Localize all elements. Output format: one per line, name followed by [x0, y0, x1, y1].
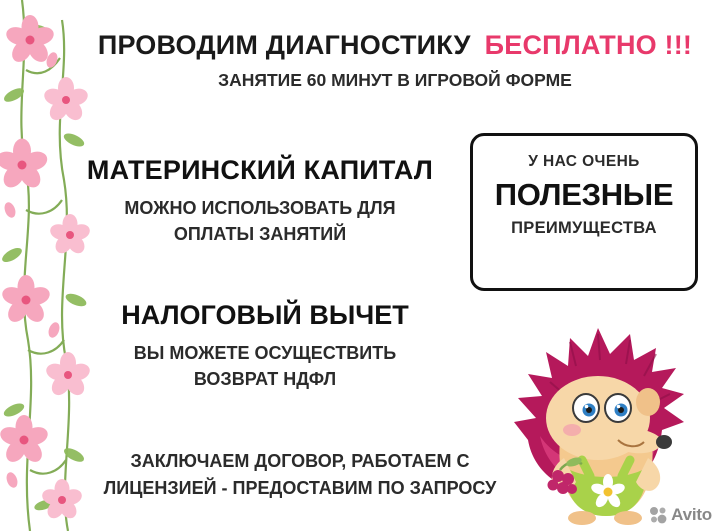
offer-line: ОПЛАТЫ ЗАНЯТИЙ — [173, 224, 347, 245]
headline-accent-text: БЕСПЛАТНО !!! — [484, 30, 693, 60]
contract-note — [60, 448, 540, 502]
offer-line: МОЖНО ИСПОЛЬЗОВАТЬ ДЛЯ — [124, 198, 396, 219]
hedgehog-mascot-illustration — [498, 290, 703, 525]
offer-line: ВЫ МОЖЕТЕ ОСУЩЕСТВИТЬ — [133, 343, 397, 364]
bubble-main-text: ПОЛЕЗНЫЕ — [494, 177, 674, 212]
offer-body — [55, 340, 475, 392]
offer-block-tax-deduction — [55, 300, 475, 392]
offer-line: ВОЗВРАТ НДФЛ — [193, 369, 337, 390]
bubble-bottom-text: ПРЕИМУЩЕСТВА — [511, 219, 657, 237]
headline-row — [95, 30, 695, 61]
bubble-top-text: У НАС ОЧЕНЬ — [528, 153, 640, 170]
avito-logo-icon — [649, 506, 667, 524]
offer-block-maternity-capital — [45, 155, 475, 247]
offer-title: НАЛОГОВЫЙ ВЫЧЕТ — [121, 300, 409, 330]
contract-line: ЛИЦЕНЗИЕЙ - ПРЕДОСТАВИМ ПО ЗАПРОСУ — [103, 478, 497, 498]
contract-line: ЗАКЛЮЧАЕМ ДОГОВОР, РАБОТАЕМ С — [130, 451, 470, 471]
avito-watermark — [649, 505, 712, 525]
subheadline-text: ЗАНЯТИЕ 60 МИНУТ В ИГРОВОЙ ФОРМЕ — [218, 70, 572, 90]
offer-title: МАТЕРИНСКИЙ КАПИТАЛ — [86, 155, 434, 185]
headline-main-text: ПРОВОДИМ ДИАГНОСТИКУ — [97, 30, 471, 60]
speech-bubble — [470, 133, 698, 291]
avito-watermark-text: Avito — [671, 505, 712, 524]
offer-body — [45, 195, 475, 247]
